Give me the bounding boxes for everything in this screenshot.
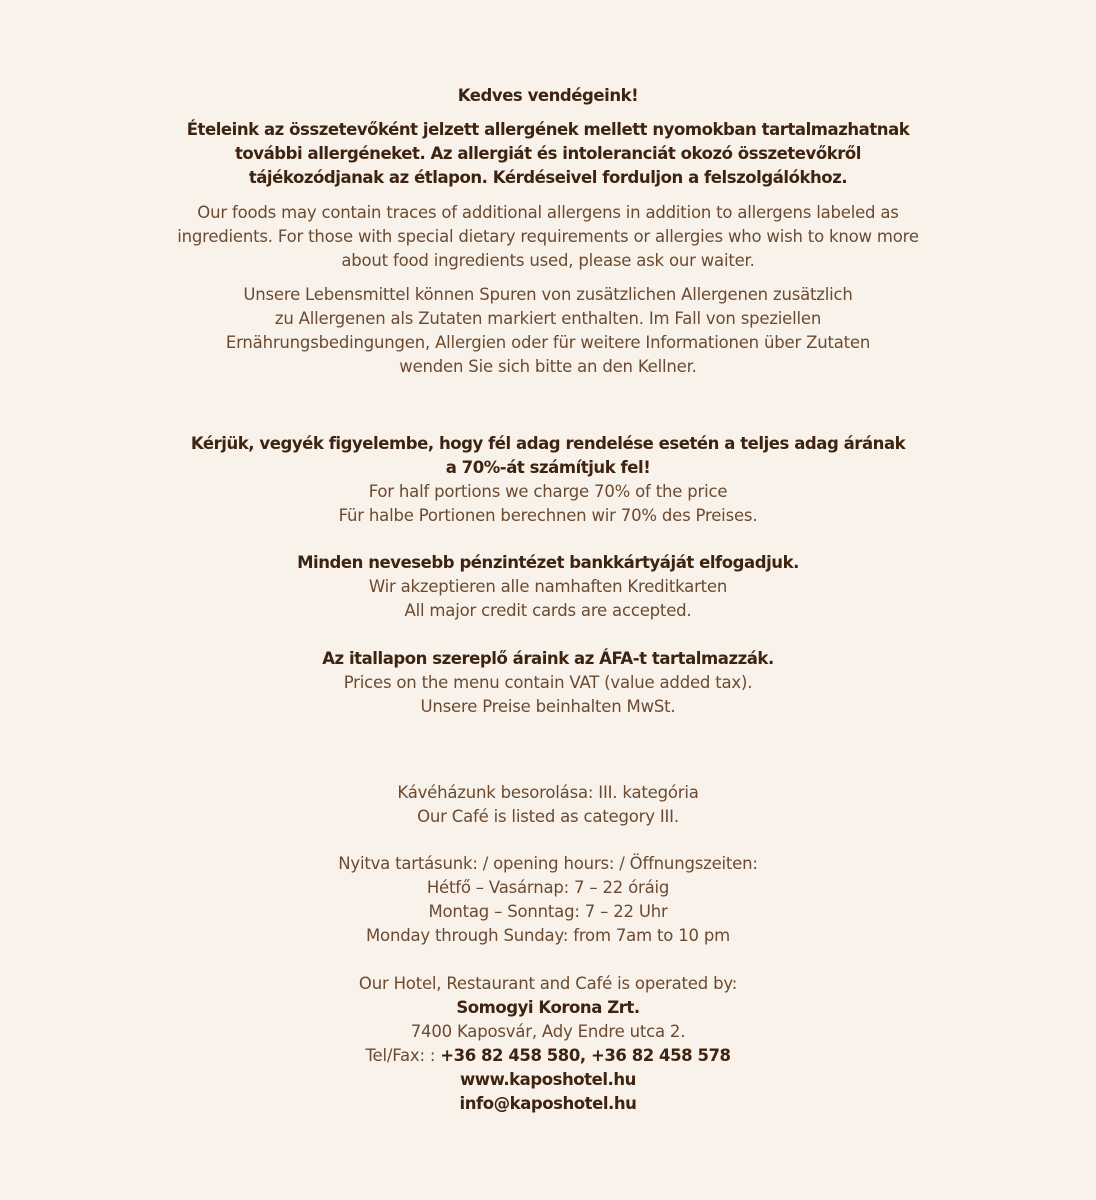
cards-hu: Minden nevesebb pénzintézet bankkártyáját elfogadjuk. xyxy=(297,553,799,572)
allergen-en-section xyxy=(148,201,948,273)
allergen-en-line: Our foods may contain traces of additional allergens in addition to allergens labeled as xyxy=(197,203,899,222)
half-portion-de: Für halbe Portionen berechnen wir 70% des Preises. xyxy=(338,506,758,525)
tel-label: Tel/Fax: : xyxy=(365,1046,436,1065)
allergen-hu-section xyxy=(148,118,948,190)
email-link[interactable]: info@kaposhotel.hu xyxy=(459,1094,637,1113)
operator-address: 7400 Kaposvár, Ady Endre utca 2. xyxy=(410,1022,686,1041)
category-section xyxy=(148,781,948,829)
operator-section xyxy=(148,972,948,1116)
website-link[interactable]: www.kaposhotel.hu xyxy=(460,1070,636,1089)
allergen-de-section xyxy=(148,283,948,379)
allergen-en-line: ingredients. For those with special dietary requirements or allergies who wish to know more xyxy=(177,227,919,246)
opening-hours-section xyxy=(148,852,948,948)
allergen-de-line: zu Allergenen als Zutaten markiert enthalten. Im Fall von speziellen xyxy=(274,309,822,328)
operator-intro: Our Hotel, Restaurant and Café is operated by: xyxy=(358,974,738,993)
operator-contact-line xyxy=(148,1044,948,1068)
allergen-hu-line: további allergéneket. Az allergiát és intoleranciát okozó összetevőkről xyxy=(234,144,862,163)
allergen-hu-line: Ételeink az összetevőként jelzett allergének mellett nyomokban tartalmazhatnak xyxy=(186,120,910,139)
allergen-de-line: Ernährungsbedingungen, Allergien oder für weitere Informationen über Zutaten xyxy=(225,333,871,352)
greeting-heading: Kedves vendégeink! xyxy=(457,86,639,105)
allergen-de-line: Unsere Lebensmittel können Spuren von zusätzlichen Allergenen zusätzlich xyxy=(243,285,853,304)
tel-numbers[interactable]: +36 82 458 580, +36 82 458 578 xyxy=(440,1046,731,1065)
opening-hours-hu: Hétfő – Vasárnap: 7 – 22 óráig xyxy=(426,878,670,897)
allergen-hu-line: tájékozódjanak az étlapon. Kérdéseivel forduljon a felszolgálókhoz. xyxy=(248,168,848,187)
cards-en: All major credit cards are accepted. xyxy=(404,601,692,620)
half-portion-hu-line: Kérjük, vegyék figyelembe, hogy fél adag rendelése esetén a teljes adag árának xyxy=(190,434,906,453)
greeting-section xyxy=(148,84,948,108)
allergen-en-line: about food ingredients used, please ask our waiter. xyxy=(341,251,755,270)
vat-section xyxy=(148,647,948,719)
vat-hu: Az itallapon szereplő áraink az ÁFA-t tartalmazzák. xyxy=(322,649,774,668)
half-portion-hu-line: a 70%-át számítjuk fel! xyxy=(445,458,651,477)
cards-de: Wir akzeptieren alle namhaften Kreditkarten xyxy=(368,577,728,596)
category-hu: Kávéházunk besorolása: III. kategória xyxy=(397,783,699,802)
vat-en: Prices on the menu contain VAT (value added tax). xyxy=(343,673,753,692)
half-portion-en: For half portions we charge 70% of the price xyxy=(368,482,728,501)
category-en: Our Café is listed as category III. xyxy=(417,807,679,826)
operator-company: Somogyi Korona Zrt. xyxy=(456,998,640,1017)
opening-hours-en: Monday through Sunday: from 7am to 10 pm xyxy=(366,926,730,945)
cards-section xyxy=(148,551,948,623)
opening-hours-title: Nyitva tartásunk: / opening hours: / Öffnungszeiten: xyxy=(338,854,758,873)
half-portion-section xyxy=(148,432,948,528)
vat-de: Unsere Preise beinhalten MwSt. xyxy=(420,697,676,716)
opening-hours-de: Montag – Sonntag: 7 – 22 Uhr xyxy=(428,902,668,921)
allergen-de-line: wenden Sie sich bitte an den Kellner. xyxy=(399,357,697,376)
